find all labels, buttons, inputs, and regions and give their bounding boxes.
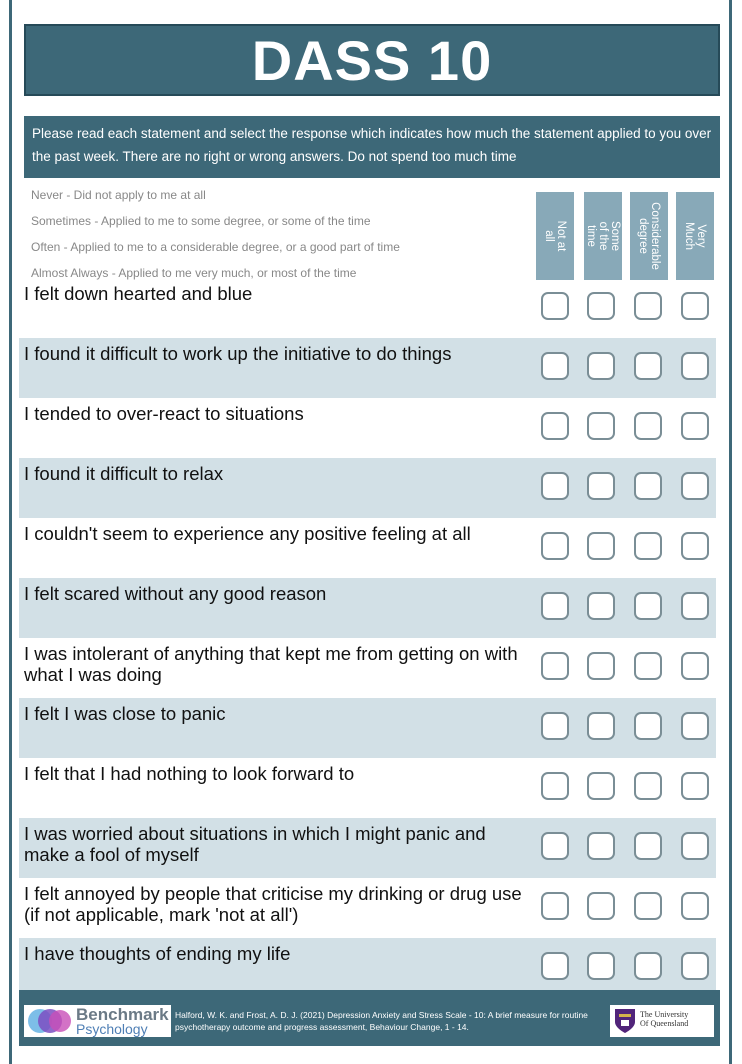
checkbox-very-much[interactable] — [681, 472, 709, 500]
checkbox-very-much[interactable] — [681, 652, 709, 680]
uq-name-line1: The University — [640, 1010, 689, 1019]
instructions: Please read each statement and select the response which indicates how much the statement applied to you over the past week. There are no right or wrong answers. Do not spend too much time — [24, 116, 720, 178]
column-header-not-at-all: Not at all — [536, 192, 574, 280]
checkbox-some-of-the-time[interactable] — [587, 652, 615, 680]
footer — [19, 990, 720, 1046]
brand-name: Benchmark — [76, 1005, 169, 1024]
checkbox-considerable-degree[interactable] — [634, 772, 662, 800]
question-text: I tended to over-react to situations — [24, 403, 304, 424]
question-text: I felt down hearted and blue — [24, 283, 253, 304]
question-text: I was worried about situations in which I might panic and make a fool of myself — [24, 823, 486, 865]
checkbox-very-much[interactable] — [681, 832, 709, 860]
question-text: I felt annoyed by people that criticise my drinking or drug use (if not applicable, mark 'not at all') — [24, 883, 522, 925]
uq-name-line2: Of Queensland — [640, 1019, 689, 1028]
checkbox-not-at-all[interactable] — [541, 352, 569, 380]
checkbox-very-much[interactable] — [681, 352, 709, 380]
brand-subtitle: Psychology — [76, 1021, 148, 1037]
question-text: I found it difficult to relax — [24, 463, 224, 484]
question-row — [19, 938, 716, 998]
checkbox-not-at-all[interactable] — [541, 532, 569, 560]
checkbox-considerable-degree[interactable] — [634, 832, 662, 860]
checkbox-some-of-the-time[interactable] — [587, 472, 615, 500]
page-title: DASS 10 — [251, 28, 493, 92]
question-row — [19, 758, 716, 818]
checkbox-considerable-degree[interactable] — [634, 292, 662, 320]
question-row — [19, 278, 716, 338]
checkbox-some-of-the-time[interactable] — [587, 412, 615, 440]
question-text: I felt scared without any good reason — [24, 583, 327, 604]
checkbox-considerable-degree[interactable] — [634, 412, 662, 440]
checkbox-considerable-degree[interactable] — [634, 952, 662, 980]
legend-almost-always: Almost Always - Applied to me very much, or most of the time — [31, 266, 357, 280]
checkbox-some-of-the-time[interactable] — [587, 532, 615, 560]
benchmark-circles-icon — [26, 1006, 72, 1036]
question-row — [19, 638, 716, 698]
legend-never: Never - Did not apply to me at all — [31, 188, 206, 202]
checkbox-considerable-degree[interactable] — [634, 652, 662, 680]
checkbox-some-of-the-time[interactable] — [587, 952, 615, 980]
checkbox-considerable-degree[interactable] — [634, 592, 662, 620]
column-header-considerable-degree: Considerable degree — [630, 192, 668, 280]
checkbox-some-of-the-time[interactable] — [587, 772, 615, 800]
response-legend — [31, 182, 511, 286]
question-row — [19, 518, 716, 578]
checkbox-not-at-all[interactable] — [541, 292, 569, 320]
checkbox-not-at-all[interactable] — [541, 832, 569, 860]
checkbox-some-of-the-time[interactable] — [587, 832, 615, 860]
question-text: I felt that I had nothing to look forward to — [24, 763, 355, 784]
question-text: I felt I was close to panic — [24, 703, 226, 724]
question-text: I found it difficult to work up the initiative to do things — [24, 343, 452, 364]
question-text: I was intolerant of anything that kept me from getting on with what I was doing — [24, 643, 518, 685]
checkbox-very-much[interactable] — [681, 592, 709, 620]
question-row — [19, 458, 716, 518]
checkbox-not-at-all[interactable] — [541, 952, 569, 980]
checkbox-very-much[interactable] — [681, 892, 709, 920]
checkbox-not-at-all[interactable] — [541, 652, 569, 680]
uq-crest-icon — [614, 1008, 636, 1034]
legend-sometimes: Sometimes - Applied to me to some degree, or some of the time — [31, 214, 371, 228]
question-row — [19, 878, 716, 938]
question-text: I have thoughts of ending my life — [24, 943, 291, 964]
uq-logo — [610, 1005, 714, 1037]
checkbox-considerable-degree[interactable] — [634, 352, 662, 380]
checkbox-not-at-all[interactable] — [541, 412, 569, 440]
question-row — [19, 338, 716, 398]
checkbox-considerable-degree[interactable] — [634, 892, 662, 920]
checkbox-very-much[interactable] — [681, 712, 709, 740]
checkbox-some-of-the-time[interactable] — [587, 352, 615, 380]
question-row — [19, 818, 716, 878]
checkbox-not-at-all[interactable] — [541, 592, 569, 620]
checkbox-some-of-the-time[interactable] — [587, 592, 615, 620]
checkbox-not-at-all[interactable] — [541, 712, 569, 740]
column-header-some-of-the-time: Some of the time — [584, 192, 622, 280]
checkbox-not-at-all[interactable] — [541, 472, 569, 500]
legend-often: Often - Applied to me to a considerable degree, or a good part of time — [31, 240, 400, 254]
title-banner — [24, 24, 720, 96]
citation: Halford, W. K. and Frost, A. D. J. (2021) Depression Anxiety and Stress Scale - 10: A brief measure for routine psychotherapy outcome and progress assessment, Behaviour Change, 1 - 14. — [175, 1010, 588, 1032]
question-row — [19, 698, 716, 758]
benchmark-psychology-logo — [24, 1005, 171, 1037]
checkbox-very-much[interactable] — [681, 532, 709, 560]
question-row — [19, 578, 716, 638]
checkbox-some-of-the-time[interactable] — [587, 292, 615, 320]
checkbox-considerable-degree[interactable] — [634, 472, 662, 500]
checkbox-some-of-the-time[interactable] — [587, 892, 615, 920]
checkbox-very-much[interactable] — [681, 952, 709, 980]
checkbox-some-of-the-time[interactable] — [587, 712, 615, 740]
checkbox-very-much[interactable] — [681, 772, 709, 800]
checkbox-not-at-all[interactable] — [541, 772, 569, 800]
checkbox-very-much[interactable] — [681, 412, 709, 440]
checkbox-not-at-all[interactable] — [541, 892, 569, 920]
checkbox-very-much[interactable] — [681, 292, 709, 320]
question-text: I couldn't seem to experience any positive feeling at all — [24, 523, 471, 544]
question-row — [19, 398, 716, 458]
column-header-very-much: Very Much — [676, 192, 714, 280]
checkbox-considerable-degree[interactable] — [634, 532, 662, 560]
checkbox-considerable-degree[interactable] — [634, 712, 662, 740]
